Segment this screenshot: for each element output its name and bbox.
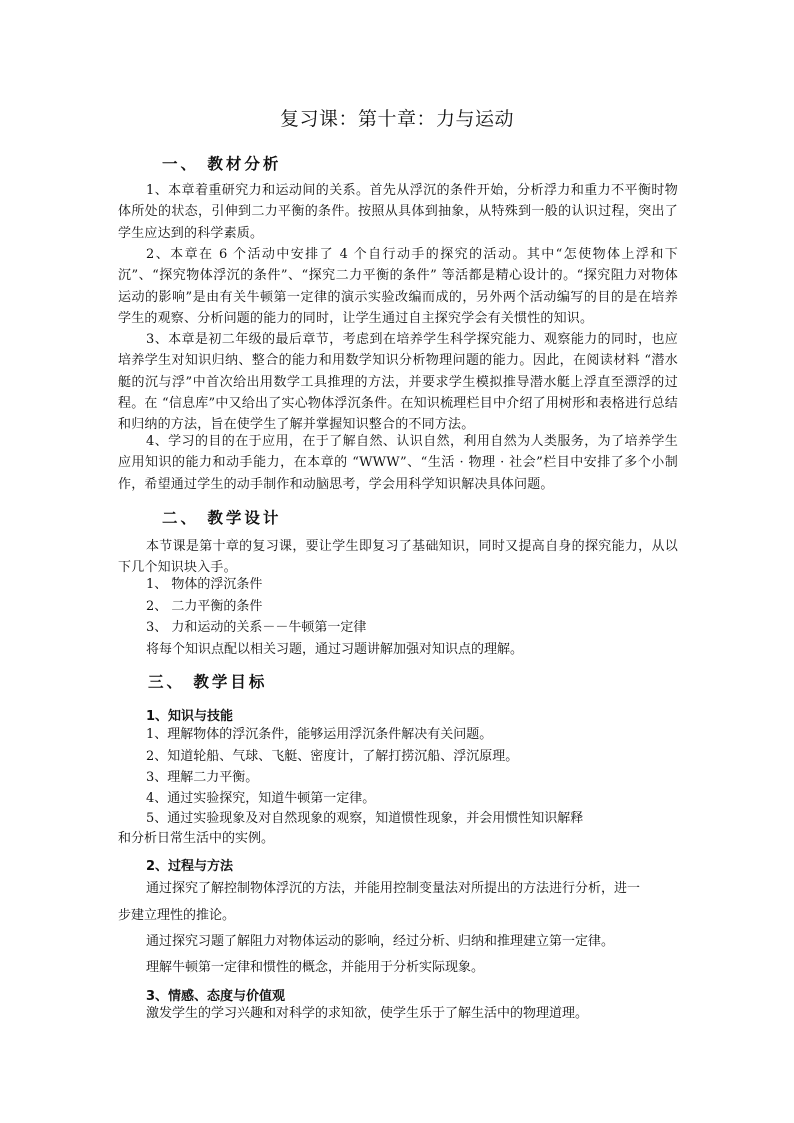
section-heading-teaching-goals: 三、 教学目标 [148,673,268,691]
list-item: 1、 物体的浮沉条件 [146,577,263,592]
list-item: 4、通过实验探究，知道牛顿第一定律。 [146,791,376,806]
section-heading-teaching-design: 二、 教学设计 [162,509,282,527]
paragraph: 理解牛顿第一定律和惯性的概念，并能用于分析实际现象。 [146,960,485,975]
list-item: 3、理解二力平衡。 [146,770,259,785]
paragraph: 通过探究了解控制物体浮沉的方法，并能用控制变量法对所提出的方法进行分析，进一 [146,881,641,896]
list-item: 1、理解物体的浮沉条件，能够运用浮沉条件解决有关问题。 [146,727,493,742]
paragraph: 2、本章在 6 个活动中安排了 4 个自行动手的探究的活动。其中“怎使物体上浮和下沉”、“探究物体浮沉的条件”、“探究二力平衡的条件” 等活都是精心设计的。“探究阻力对物体运动的影响”是由有关牛顿第一定律的演示实验改编而成的，另外两个活动编写的目的是在培养学生的观察、分析问题的能力的同时，让学生通过自主探究学会有关惯性的知识。 [118,247,678,326]
list-item: 2、知道轮船、气球、飞艇、密度计，了解打捞沉船、浮沉原理。 [146,749,519,764]
list-item: 2、 二力平衡的条件 [146,599,263,614]
list-item: 3、 力和运动的关系－－牛顿第一定律 [146,620,367,635]
paragraph: 本节课是第十章的复习课，要让学生即复习了基础知识，同时又提高自身的探究能力，从以下几个知识块入手。 [118,539,678,576]
list-item: 5、通过实验现象及对自然现象的观察，知道惯性现象，并会用惯性知识解释 [146,811,584,826]
subsection-heading-emotion-attitude-values: 3、情感、态度与价值观 [146,989,286,1004]
paragraph: 通过探究习题了解阻力对物体运动的影响，经过分析、归纳和推理建立第一定律。 [146,934,615,949]
paragraph: 1、本章着重研究力和运动间的关系。首先从浮沉的条件开始，分析浮力和重力不平衡时物体所处的状态，引伸到二力平衡的条件。按照从具体到抽象，从特殊到一般的认识过程，突出了学生应达到的科学素质。 [118,183,678,241]
paragraph: 4、学习的目的在于应用，在于了解自然、认识自然，利用自然为人类服务，为了培养学生应用知识的能力和动手能力，在本章的 “WWW”、“生活 · 物理 · 社会”栏目中安排了多个小制作，希望通过学生的动手制作和动脑思考，学会用科学知识解决具体问题。 [118,434,678,492]
paragraph-continuation: 步建立理性的推论。 [118,908,236,923]
subsection-heading-knowledge-skills: 1、知识与技能 [146,709,234,724]
subsection-heading-process-method: 2、过程与方法 [146,859,234,874]
list-item-continuation: 和分析日常生活中的实例。 [118,831,275,846]
page-title: 复习课：第十章：力与运动 [279,108,514,130]
paragraph: 激发学生的学习兴趣和对科学的求知欲，使学生乐于了解生活中的物理道理。 [146,1006,589,1021]
paragraph: 3、本章是初二年级的最后章节，考虑到在培养学生科学探究能力、观察能力的同时，也应培养学生对知识归纳、整合的能力和用数学知识分析物理问题的能力。因此，在阅读材料 “潜水艇的沉与浮”中首次给出用数学工具推理的方法，并要求学生模拟推导潜水艇上浮直至漂浮的过程。在 “信息库”中又给出了实心物体浮沉条件。在知识梳理栏目中介绍了用树形和表格进行总结和归纳的方法，旨在使学生了解并掌握知识整合的不同方法。 [118,332,678,433]
section-heading-materials-analysis: 一、 教材分析 [162,155,282,173]
paragraph: 将每个知识点配以相关习题，通过习题讲解加强对知识点的理解。 [146,642,524,657]
